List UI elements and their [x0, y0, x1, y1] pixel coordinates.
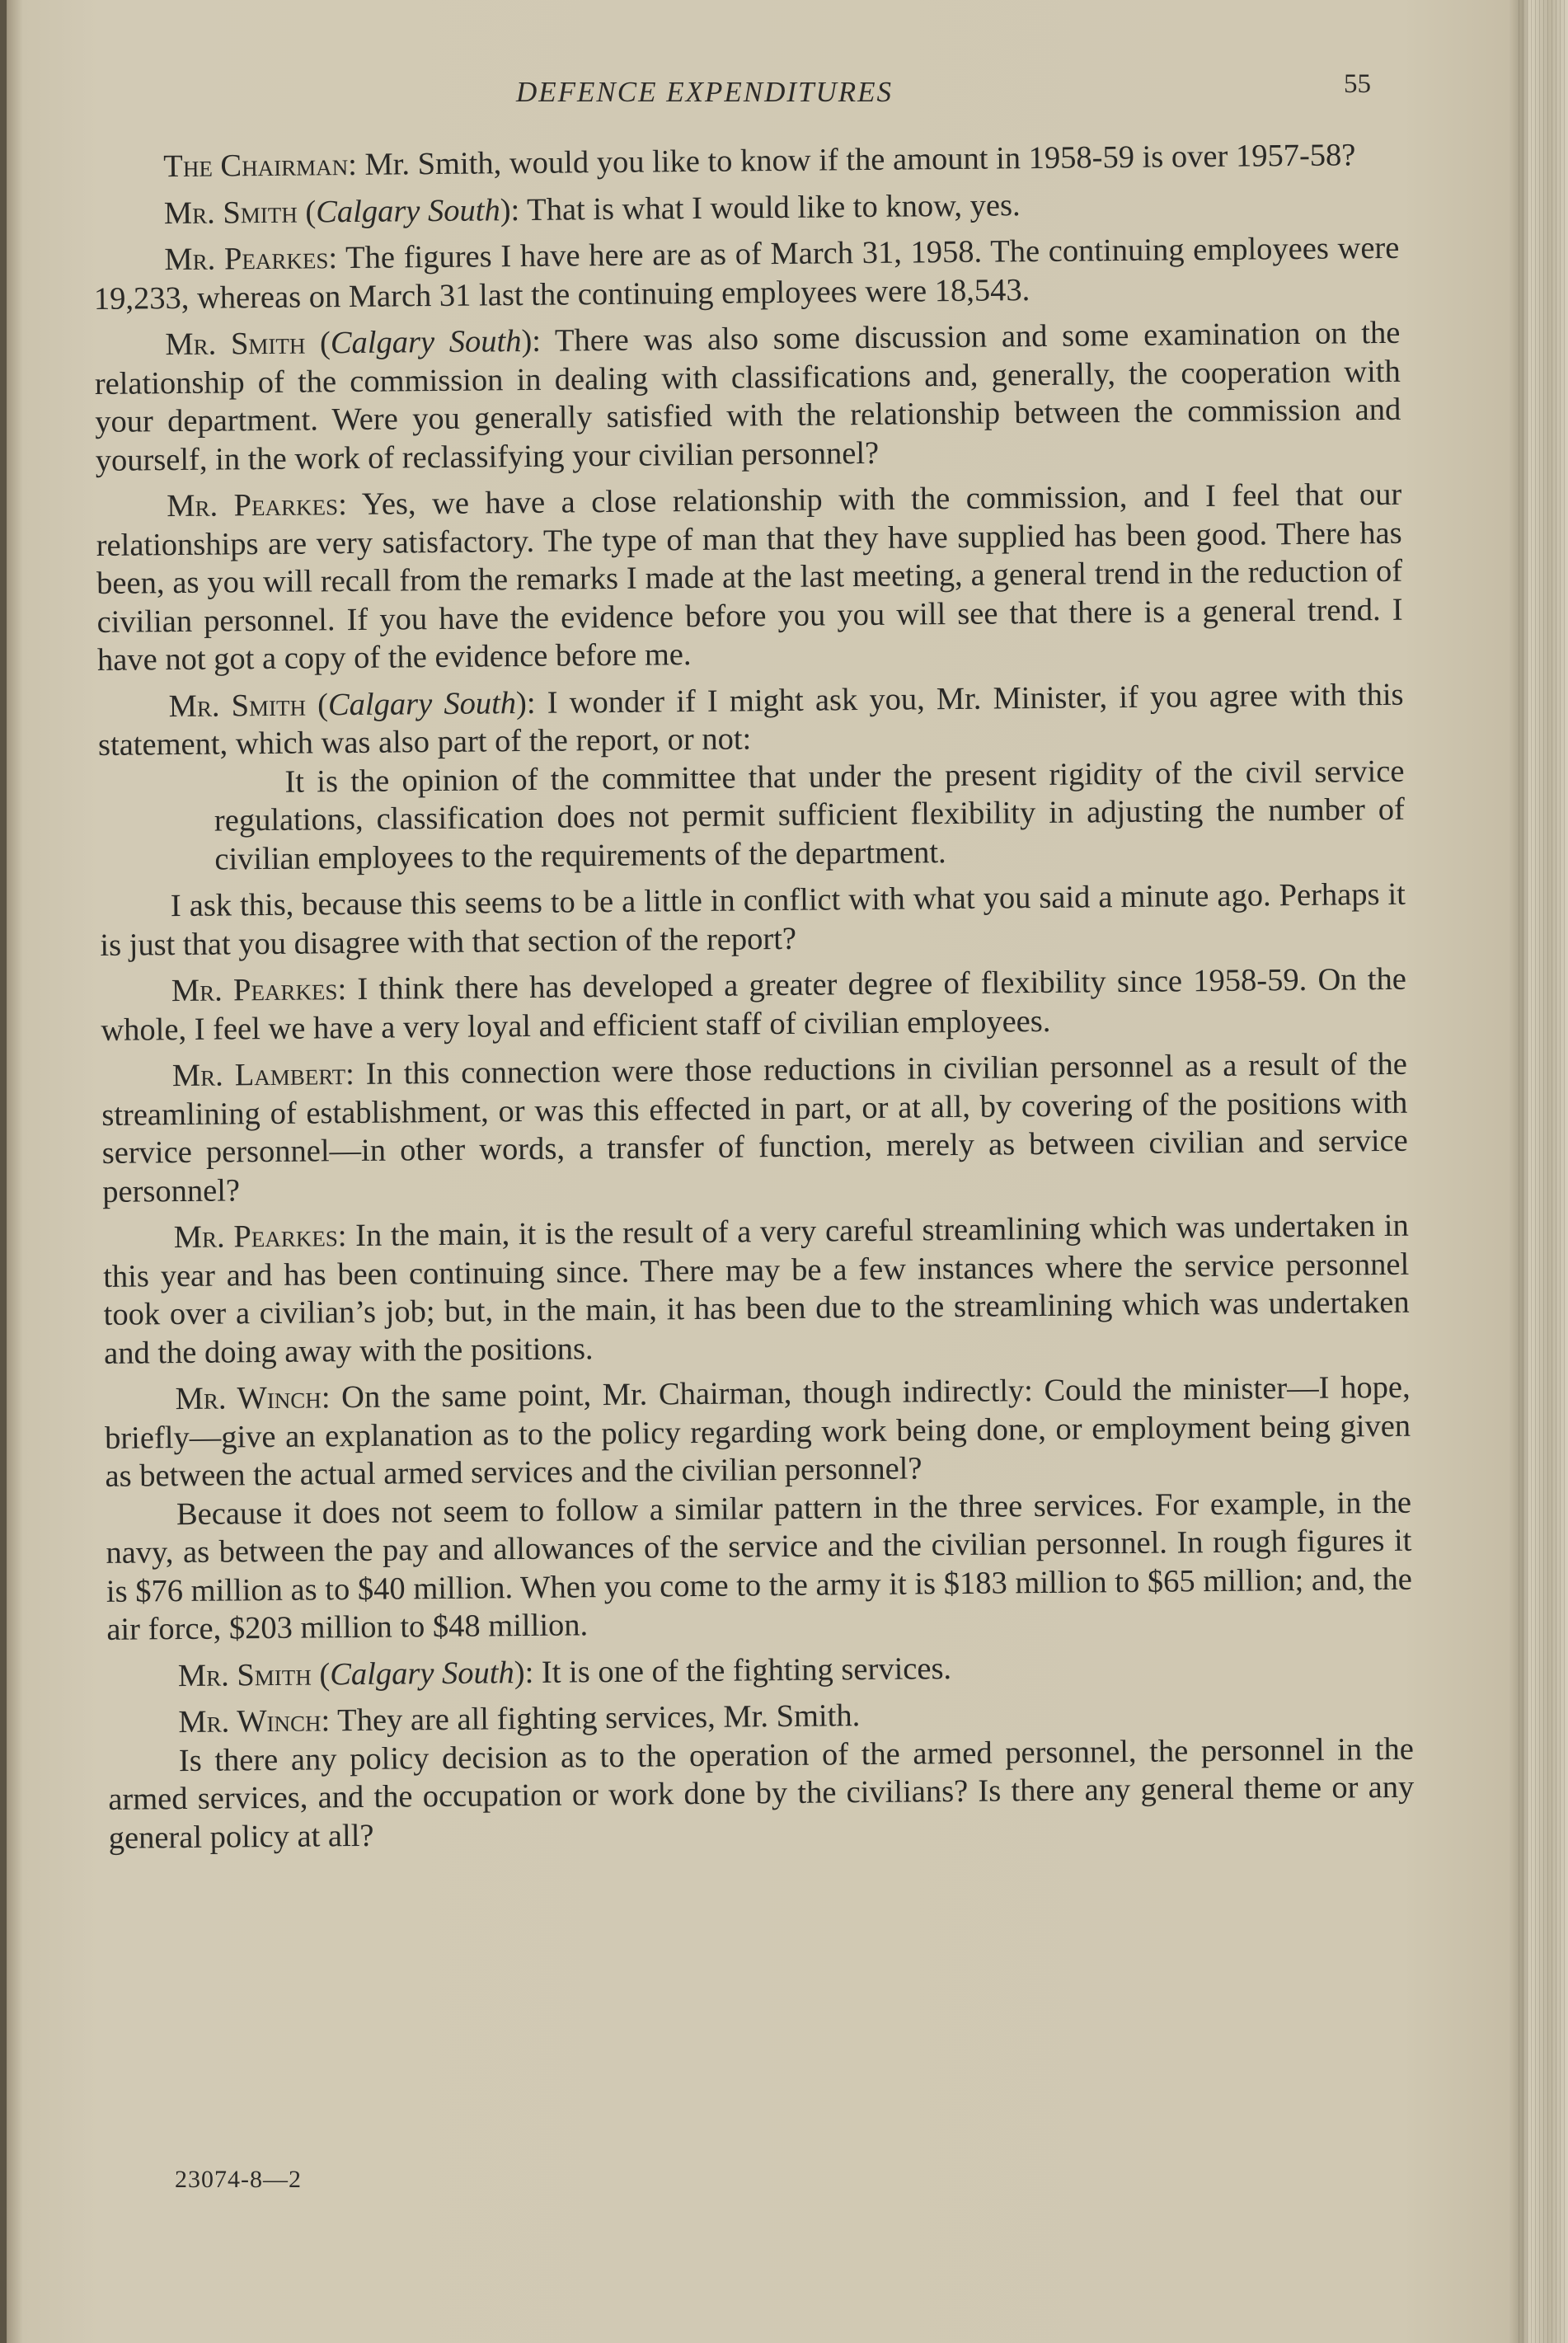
paragraph-text: I ask this, because this seems to be a little in conflict with what you said a minute ago. Perhaps it is just that you disagree with that section of the report?	[100, 876, 1406, 963]
paragraph-text: : On the same point, Mr. Chairman, though indirectly: Could the minister—I hope, briefly—give an explanation as to the policy regarding work being done, or employment being given as between the actual armed services and the civilian personnel?	[104, 1369, 1411, 1494]
speaker-riding: Calgary South	[316, 192, 500, 229]
paragraph	[103, 1207, 1411, 1373]
paragraph-text: : In the main, it is the result of a very careful streamlining which was undertaken in this year and has been continuing since. There may be a few instances where the service personnel took over a civilian’s job; but, in the main, it has been due to the streamlining which was undertaken and the doing away with the positions.	[103, 1208, 1410, 1371]
paragraph: Mr. Smith (Calgary South): That is what I would like to know, yes.	[163, 187, 1021, 231]
paragraph-text: : There was also some discussion and some examination on the relationship of the commission in dealing with classifications and, generally, the cooperation with your department. Were you generally satisfied with the relationship between the commission and yourself, in the work of reclassifying your civilian personnel?	[94, 315, 1401, 478]
paragraph	[106, 1483, 1413, 1649]
page-edge-stack	[1519, 0, 1568, 2343]
speaker-riding: Calgary South	[330, 324, 522, 361]
paragraph	[101, 1045, 1409, 1211]
paragraph-text: : I think there has developed a greater degree of flexibility since 1958-59. On the whole, I feel we have a very loyal and efficient staff of civilian employees.	[101, 961, 1407, 1048]
paragraph: Mr. Smith (Calgary South): I wonder if I might ask you, Mr. Minister, if you agree with this statement, which was also part of the report, or not:	[97, 677, 1404, 763]
speaker-name: The Chairman	[163, 148, 349, 185]
page-gutter-shadow	[0, 0, 7, 2343]
speaker-name: Mr. Lambert	[171, 1057, 346, 1094]
speaker-name: Mr. Winch	[175, 1380, 322, 1417]
speaker-name: Mr. Smith	[165, 326, 306, 363]
paragraph: Mr. Smith (Calgary South): There was also some discussion and some examination on the relationship of the commission in dealing with classifications and, generally, the cooperation with your department. Were you generally satisfied with the relationship between the commission and yourself, in the work of reclassifying your civilian personnel?	[94, 315, 1401, 478]
paragraph-text: : I wonder if I might ask you, Mr. Minister, if you agree with this statement, which was also part of the report, or not:	[97, 677, 1404, 763]
speaker-name: Mr. Smith	[163, 195, 298, 231]
paragraph: Mr. Smith (Calgary South): It is one of the fighting services.	[177, 1650, 952, 1693]
quote-text: It is the opinion of the committee that under the present rigidity of the civil service regulations, classification does not permit sufficient flexibility in adjusting the number of civilian employees to the requirements of the department.	[214, 754, 1406, 877]
paragraph-text: : The figures I have here are as of March 31, 1958. The continuing employees were 19,233, whereas on March 31 last the continuing employees were 18,543.	[93, 230, 1400, 317]
paragraph-text: Because it does not seem to follow a similar pattern in the three services. For example, in the navy, as between the pay and allowances of the service and the civilian personnel. In rough figures it is $76 million as to $40 million. When you come to the army it is $183 million to $65 million; and, the air force, $203 million to $48 million.	[106, 1485, 1413, 1647]
printer-signature-mark: 23074-8—2	[175, 2166, 302, 2193]
speaker-riding: Calgary South	[330, 1655, 514, 1692]
speaker-name: Mr. Pearkes	[171, 972, 338, 1009]
paragraph-text: : It is one of the fighting services.	[524, 1650, 952, 1690]
transcript-body	[92, 128, 1415, 1857]
speaker-name: Mr. Pearkes	[173, 1218, 338, 1256]
paragraph-text: : They are all fighting services, Mr. Smith.	[321, 1698, 861, 1739]
paragraph-text: Is there any policy decision as to the operation of the armed personnel, the personnel in the armed services, and the occupation or work done by the civilians? Is there any general theme or any general policy at all?	[108, 1731, 1415, 1856]
paragraph	[108, 1730, 1415, 1857]
paragraph-text: : Yes, we have a close relationship with the commission, and I feel that our relationships are very satisfactory. The type of man that they have supplied has been good. There has been, as you will recall from the remarks I made at the last meeting, a general trend in the reduction of civilian personnel. If you have the evidence before you you will see that there is a general trend. I have not got a copy of the evidence before me.	[96, 477, 1403, 678]
paragraph	[96, 476, 1403, 680]
speaker-name: Mr. Winch	[178, 1703, 322, 1740]
speaker-name: Mr. Pearkes	[164, 241, 329, 278]
running-title: DEFENCE EXPENDITURES	[516, 76, 894, 108]
paragraph	[93, 229, 1400, 318]
speaker-name: Mr. Smith	[168, 688, 307, 724]
paragraph	[100, 876, 1406, 965]
paragraph	[101, 960, 1407, 1049]
speaker-riding: Calgary South	[327, 685, 517, 722]
speaker-name: Mr. Smith	[177, 1657, 312, 1693]
paragraph-text: : That is what I would like to know, yes.	[510, 187, 1021, 228]
paragraph	[92, 136, 1398, 187]
paragraph-text: : Mr. Smith, would you like to know if the amount in 1958-59 is over 1957-58?	[347, 138, 1356, 183]
page-number: 55	[1344, 69, 1371, 99]
quoted-report-excerpt	[214, 752, 1405, 878]
speaker-name: Mr. Pearkes	[167, 487, 339, 524]
paragraph-text: : In this connection were those reductions in civilian personnel as a result of the streamlining of establishment, or was this effected in part, or at all, by covering of the positions with service personnel—in other words, a transfer of function, merely as between civilian and service personnel?	[101, 1046, 1408, 1209]
paragraph	[104, 1369, 1411, 1496]
